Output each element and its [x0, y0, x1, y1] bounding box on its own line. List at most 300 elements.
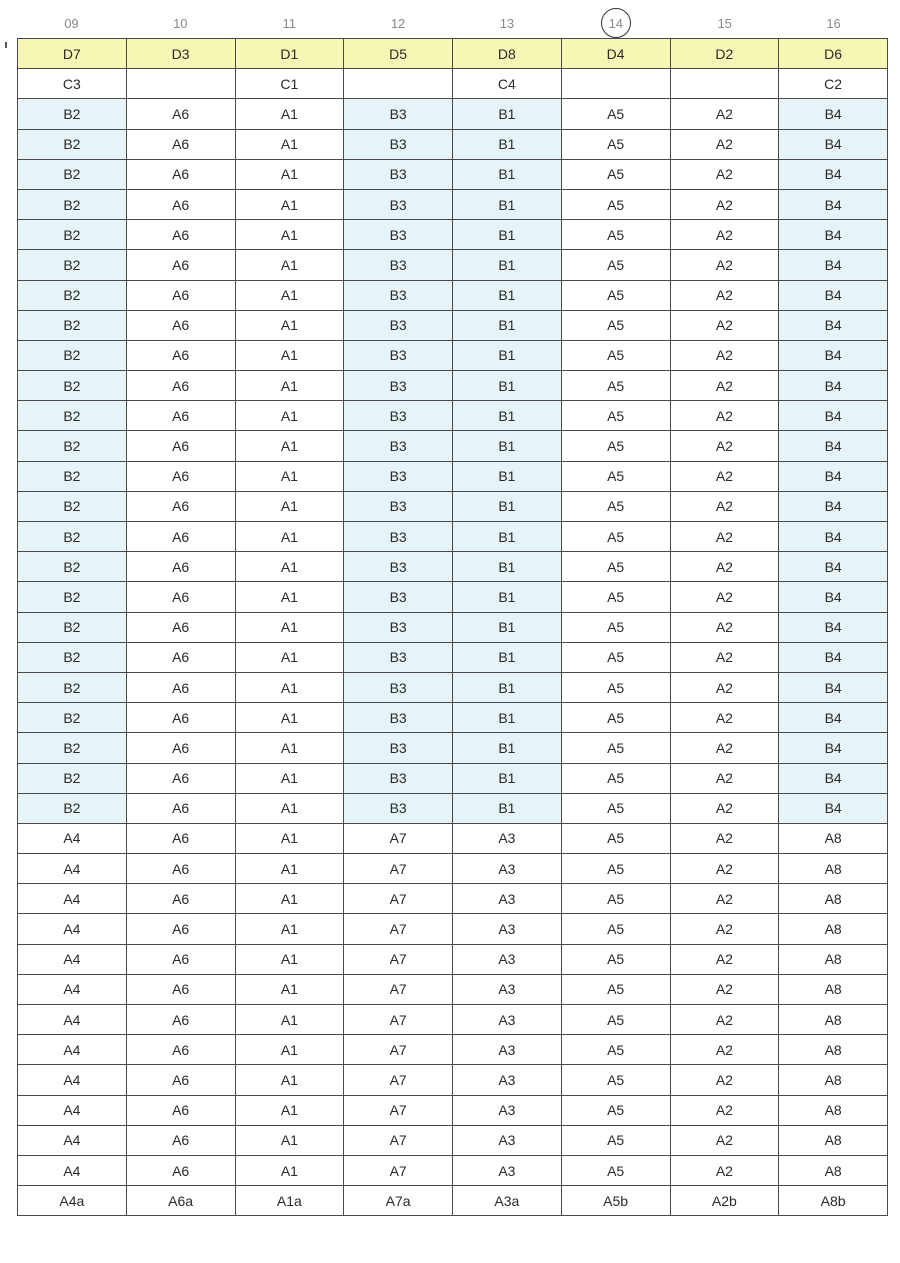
table-cell: B2	[18, 733, 127, 763]
table-cell: B4	[779, 310, 888, 340]
table-cell: A5	[561, 974, 670, 1004]
table-cell: A5	[561, 189, 670, 219]
table-cell: C2	[779, 69, 888, 99]
table-cell: A1	[235, 1065, 344, 1095]
table-cell: A7	[344, 854, 453, 884]
table-cell: B1	[453, 310, 562, 340]
table-cell: A8	[779, 884, 888, 914]
table-cell: A6	[126, 1155, 235, 1185]
table-cell: A1	[235, 612, 344, 642]
table-cell: B2	[18, 431, 127, 461]
table-cell: B1	[453, 99, 562, 129]
table-row	[18, 1125, 888, 1155]
table-cell: B2	[18, 672, 127, 702]
table-cell: A5	[561, 854, 670, 884]
table-cell: A1	[235, 793, 344, 823]
table-cell: A1	[235, 944, 344, 974]
table-cell: A3	[453, 1095, 562, 1125]
table-cell: B2	[18, 340, 127, 370]
table-cell: B1	[453, 401, 562, 431]
table-cell: A6	[126, 129, 235, 159]
table-row	[18, 703, 888, 733]
table-cell: A5	[561, 1065, 670, 1095]
table-cell: A2	[670, 1065, 779, 1095]
table-row	[18, 733, 888, 763]
table-cell: A1	[235, 159, 344, 189]
table-cell: B3	[344, 371, 453, 401]
table-cell: B4	[779, 401, 888, 431]
column-number-16: 16	[826, 16, 841, 31]
table-cell: A1	[235, 310, 344, 340]
table-cell: A6	[126, 854, 235, 884]
column-number-12: 12	[390, 16, 406, 31]
table-cell: B4	[779, 642, 888, 672]
table-cell	[670, 69, 779, 99]
table-cell: A2	[670, 220, 779, 250]
table-cell: A5	[561, 522, 670, 552]
table-cell: A5	[561, 793, 670, 823]
table-cell: A4	[18, 914, 127, 944]
table-cell: A2	[670, 914, 779, 944]
table-row	[18, 823, 888, 853]
table-row	[18, 371, 888, 401]
table-cell: A3	[453, 944, 562, 974]
table-cell: B3	[344, 250, 453, 280]
table-row	[18, 1035, 888, 1065]
table-cell: A5	[561, 431, 670, 461]
table-cell: A5	[561, 220, 670, 250]
table-cell: A6	[126, 612, 235, 642]
table-row	[18, 672, 888, 702]
table-cell: B2	[18, 189, 127, 219]
table-cell: A5	[561, 280, 670, 310]
table-row	[18, 189, 888, 219]
table-cell: B2	[18, 220, 127, 250]
table-cell: D5	[344, 39, 453, 69]
table-row	[18, 280, 888, 310]
table-cell: A6	[126, 974, 235, 1004]
table-cell: A5	[561, 582, 670, 612]
table-cell: A2	[670, 522, 779, 552]
table-cell: A7	[344, 1065, 453, 1095]
table-row	[18, 522, 888, 552]
table-cell: A6	[126, 310, 235, 340]
table-cell: B4	[779, 612, 888, 642]
table-cell: A1	[235, 1155, 344, 1185]
table-cell: A6	[126, 733, 235, 763]
table-cell: A7	[344, 1125, 453, 1155]
table-cell: B3	[344, 642, 453, 672]
table-cell: A2	[670, 371, 779, 401]
table-cell: B4	[779, 703, 888, 733]
table-cell: B2	[18, 793, 127, 823]
table-cell: B3	[344, 522, 453, 552]
table-cell: B3	[344, 582, 453, 612]
table-cell: A1	[235, 552, 344, 582]
table-row	[18, 854, 888, 884]
table-row	[18, 974, 888, 1004]
table-cell: A5	[561, 1125, 670, 1155]
table-row	[18, 884, 888, 914]
table-cell: A2	[670, 1035, 779, 1065]
table-cell: A6	[126, 340, 235, 370]
table-cell: B3	[344, 793, 453, 823]
table-row	[18, 793, 888, 823]
table-cell: B1	[453, 220, 562, 250]
table-cell: A1	[235, 401, 344, 431]
table-cell: A6	[126, 431, 235, 461]
table-cell: A8	[779, 823, 888, 853]
table-cell: B2	[18, 401, 127, 431]
table-cell: A4	[18, 944, 127, 974]
table-cell: A7	[344, 1095, 453, 1125]
table-cell: A1	[235, 491, 344, 521]
table-cell: A5	[561, 763, 670, 793]
table-row	[18, 1186, 888, 1216]
table-row	[18, 552, 888, 582]
table-cell: B4	[779, 552, 888, 582]
table-cell: A2	[670, 401, 779, 431]
table-cell: A4	[18, 1035, 127, 1065]
table-cell: A4	[18, 1005, 127, 1035]
table-cell: A1	[235, 582, 344, 612]
table-cell: B2	[18, 250, 127, 280]
table-cell: A1	[235, 1035, 344, 1065]
table-cell: B2	[18, 159, 127, 189]
table-cell: A5	[561, 642, 670, 672]
table-cell: A2	[670, 189, 779, 219]
table-cell: A1	[235, 461, 344, 491]
table-cell: A6	[126, 1065, 235, 1095]
table-cell	[561, 69, 670, 99]
table-cell: A5	[561, 1005, 670, 1035]
table-row	[18, 129, 888, 159]
table-cell: A1	[235, 974, 344, 1004]
table-cell: B2	[18, 461, 127, 491]
table-cell: B2	[18, 310, 127, 340]
table-cell: A1	[235, 522, 344, 552]
table-cell: A8	[779, 914, 888, 944]
table-row	[18, 340, 888, 370]
table-cell: A1	[235, 823, 344, 853]
table-cell: B1	[453, 431, 562, 461]
table-cell: B3	[344, 99, 453, 129]
table-cell: A7	[344, 944, 453, 974]
table-cell: A5	[561, 884, 670, 914]
table-cell: A1	[235, 340, 344, 370]
table-cell: A2	[670, 854, 779, 884]
table-cell: B4	[779, 340, 888, 370]
table-cell	[126, 69, 235, 99]
table-cell: B1	[453, 672, 562, 702]
column-number-15: 15	[717, 16, 732, 31]
table-cell: B4	[779, 189, 888, 219]
table-cell: B1	[453, 733, 562, 763]
table-cell: B1	[453, 491, 562, 521]
table-cell: A2	[670, 99, 779, 129]
table-cell: A6a	[126, 1186, 235, 1216]
table-cell: A2	[670, 310, 779, 340]
table-cell: A2	[670, 884, 779, 914]
table-cell: B3	[344, 189, 453, 219]
table-cell: A2	[670, 461, 779, 491]
table-cell: A5	[561, 733, 670, 763]
table-row	[18, 250, 888, 280]
table-cell: A3a	[453, 1186, 562, 1216]
table-cell: A6	[126, 159, 235, 189]
table-cell: B1	[453, 189, 562, 219]
table-cell: A1	[235, 129, 344, 159]
table-cell: A7	[344, 1005, 453, 1035]
table-cell: A3	[453, 884, 562, 914]
table-cell: B2	[18, 642, 127, 672]
table-cell: A2	[670, 974, 779, 1004]
table-cell: A8	[779, 1005, 888, 1035]
table-cell: B3	[344, 159, 453, 189]
table-cell: A4	[18, 1095, 127, 1125]
table-cell: A2b	[670, 1186, 779, 1216]
table-cell: B1	[453, 763, 562, 793]
table-cell: B1	[453, 612, 562, 642]
table-row	[18, 642, 888, 672]
table-cell: B4	[779, 220, 888, 250]
table-cell: D8	[453, 39, 562, 69]
table-cell: B3	[344, 733, 453, 763]
table-cell: A5	[561, 944, 670, 974]
table-cell: B1	[453, 280, 562, 310]
table-cell: B3	[344, 340, 453, 370]
table-cell: B2	[18, 99, 127, 129]
table-cell: D4	[561, 39, 670, 69]
table-cell: A6	[126, 371, 235, 401]
table-cell: B3	[344, 461, 453, 491]
table-cell: A2	[670, 250, 779, 280]
table-row	[18, 582, 888, 612]
column-number-11: 11	[282, 16, 296, 31]
table-cell: A6	[126, 914, 235, 944]
assignment-grid-body	[18, 39, 888, 1216]
table-cell: A7	[344, 1035, 453, 1065]
table-cell: A2	[670, 733, 779, 763]
table-cell: A5	[561, 1155, 670, 1185]
table-cell: B1	[453, 371, 562, 401]
table-cell: A2	[670, 340, 779, 370]
table-cell: B2	[18, 280, 127, 310]
table-cell: A3	[453, 854, 562, 884]
table-cell: A3	[453, 1125, 562, 1155]
table-cell: A5	[561, 461, 670, 491]
table-cell: B2	[18, 582, 127, 612]
table-cell: A8	[779, 1035, 888, 1065]
table-cell: B1	[453, 793, 562, 823]
table-cell: A4	[18, 823, 127, 853]
table-row	[18, 39, 888, 69]
table-cell: A5	[561, 250, 670, 280]
table-cell: A2	[670, 944, 779, 974]
table-cell: A6	[126, 250, 235, 280]
table-cell: A6	[126, 189, 235, 219]
table-cell: A6	[126, 823, 235, 853]
table-cell: A6	[126, 401, 235, 431]
table-cell: D3	[126, 39, 235, 69]
table-cell: B4	[779, 763, 888, 793]
table-cell: A8	[779, 854, 888, 884]
table-cell: C3	[18, 69, 127, 99]
table-cell: A6	[126, 582, 235, 612]
table-cell: B3	[344, 310, 453, 340]
table-cell: A3	[453, 914, 562, 944]
table-cell: A6	[126, 703, 235, 733]
column-number-13: 13	[499, 16, 515, 31]
table-cell: A1	[235, 250, 344, 280]
table-cell: B2	[18, 552, 127, 582]
table-cell: A1	[235, 189, 344, 219]
table-cell: B1	[453, 129, 562, 159]
table-cell: A2	[670, 1155, 779, 1185]
table-cell: B3	[344, 491, 453, 521]
table-cell: B4	[779, 491, 888, 521]
table-row	[18, 159, 888, 189]
table-cell: A1a	[235, 1186, 344, 1216]
table-cell: A6	[126, 1125, 235, 1155]
table-cell: B3	[344, 552, 453, 582]
table-cell: B1	[453, 159, 562, 189]
table-cell: A5	[561, 310, 670, 340]
table-row	[18, 461, 888, 491]
table-row	[18, 1005, 888, 1035]
table-cell: A4	[18, 884, 127, 914]
table-cell: A2	[670, 612, 779, 642]
table-cell: B3	[344, 763, 453, 793]
table-cell: A5	[561, 99, 670, 129]
table-cell: A5	[561, 552, 670, 582]
table-cell: B2	[18, 763, 127, 793]
table-cell: A2	[670, 159, 779, 189]
table-cell: A2	[670, 642, 779, 672]
table-cell: A4a	[18, 1186, 127, 1216]
table-cell: B1	[453, 642, 562, 672]
table-cell: A6	[126, 1005, 235, 1035]
table-cell: A2	[670, 793, 779, 823]
table-cell: A1	[235, 1005, 344, 1035]
table-cell: A6	[126, 220, 235, 250]
table-cell: B4	[779, 280, 888, 310]
table-cell: A1	[235, 1095, 344, 1125]
table-cell: A7	[344, 914, 453, 944]
table-cell: A1	[235, 371, 344, 401]
table-cell: A2	[670, 552, 779, 582]
table-cell: A1	[235, 1125, 344, 1155]
table-cell: A5	[561, 491, 670, 521]
table-cell: A6	[126, 522, 235, 552]
table-cell: B2	[18, 612, 127, 642]
table-cell: B4	[779, 431, 888, 461]
table-cell: A5	[561, 340, 670, 370]
table-cell: B2	[18, 522, 127, 552]
table-cell: B2	[18, 491, 127, 521]
table-cell: A8	[779, 1095, 888, 1125]
table-cell: B4	[779, 522, 888, 552]
table-cell: A2	[670, 431, 779, 461]
table-row	[18, 1095, 888, 1125]
table-cell: A5	[561, 672, 670, 702]
table-cell: A8	[779, 974, 888, 1004]
table-cell: A1	[235, 854, 344, 884]
table-cell: C1	[235, 69, 344, 99]
table-cell: A1	[235, 703, 344, 733]
column-number-14: 14	[561, 12, 670, 36]
margin-tick-mark	[5, 42, 7, 48]
table-cell: A1	[235, 763, 344, 793]
table-cell: B3	[344, 401, 453, 431]
table-cell: A6	[126, 884, 235, 914]
table-cell: B1	[453, 582, 562, 612]
table-row	[18, 612, 888, 642]
table-cell: C4	[453, 69, 562, 99]
table-cell: A2	[670, 129, 779, 159]
table-cell: A6	[126, 99, 235, 129]
table-cell: A1	[235, 884, 344, 914]
table-cell: B4	[779, 99, 888, 129]
table-cell: A5	[561, 823, 670, 853]
table-cell: B2	[18, 129, 127, 159]
table-cell: A6	[126, 461, 235, 491]
table-cell: A8	[779, 1065, 888, 1095]
table-cell: A5	[561, 371, 670, 401]
table-cell: A7	[344, 823, 453, 853]
table-row	[18, 914, 888, 944]
table-cell: A8b	[779, 1186, 888, 1216]
table-cell: B4	[779, 250, 888, 280]
table-cell: B1	[453, 250, 562, 280]
table-cell: A5	[561, 612, 670, 642]
table-cell: A1	[235, 642, 344, 672]
table-cell: B4	[779, 371, 888, 401]
table-cell: A5	[561, 703, 670, 733]
table-cell: A2	[670, 763, 779, 793]
table-cell: A2	[670, 1125, 779, 1155]
column-number-10: 10	[173, 16, 188, 31]
table-cell: A5	[561, 1035, 670, 1065]
table-cell: A5	[561, 914, 670, 944]
table-row	[18, 1155, 888, 1185]
table-row	[18, 310, 888, 340]
table-cell: B2	[18, 703, 127, 733]
table-cell: B4	[779, 672, 888, 702]
table-cell: A1	[235, 431, 344, 461]
table-cell: A7	[344, 974, 453, 1004]
table-cell: A7a	[344, 1186, 453, 1216]
table-row	[18, 1065, 888, 1095]
table-cell: B3	[344, 280, 453, 310]
table-cell: A6	[126, 491, 235, 521]
table-cell: B1	[453, 461, 562, 491]
table-cell: A6	[126, 944, 235, 974]
table-cell: B1	[453, 522, 562, 552]
table-cell: A3	[453, 1035, 562, 1065]
table-cell: B1	[453, 340, 562, 370]
table-cell: A6	[126, 1035, 235, 1065]
table-cell: A4	[18, 1155, 127, 1185]
table-cell: A5	[561, 1095, 670, 1125]
table-cell: B4	[779, 793, 888, 823]
table-cell: A6	[126, 552, 235, 582]
table-cell: D2	[670, 39, 779, 69]
table-cell: A6	[126, 793, 235, 823]
table-cell: B2	[18, 371, 127, 401]
table-cell: A2	[670, 703, 779, 733]
table-row	[18, 491, 888, 521]
